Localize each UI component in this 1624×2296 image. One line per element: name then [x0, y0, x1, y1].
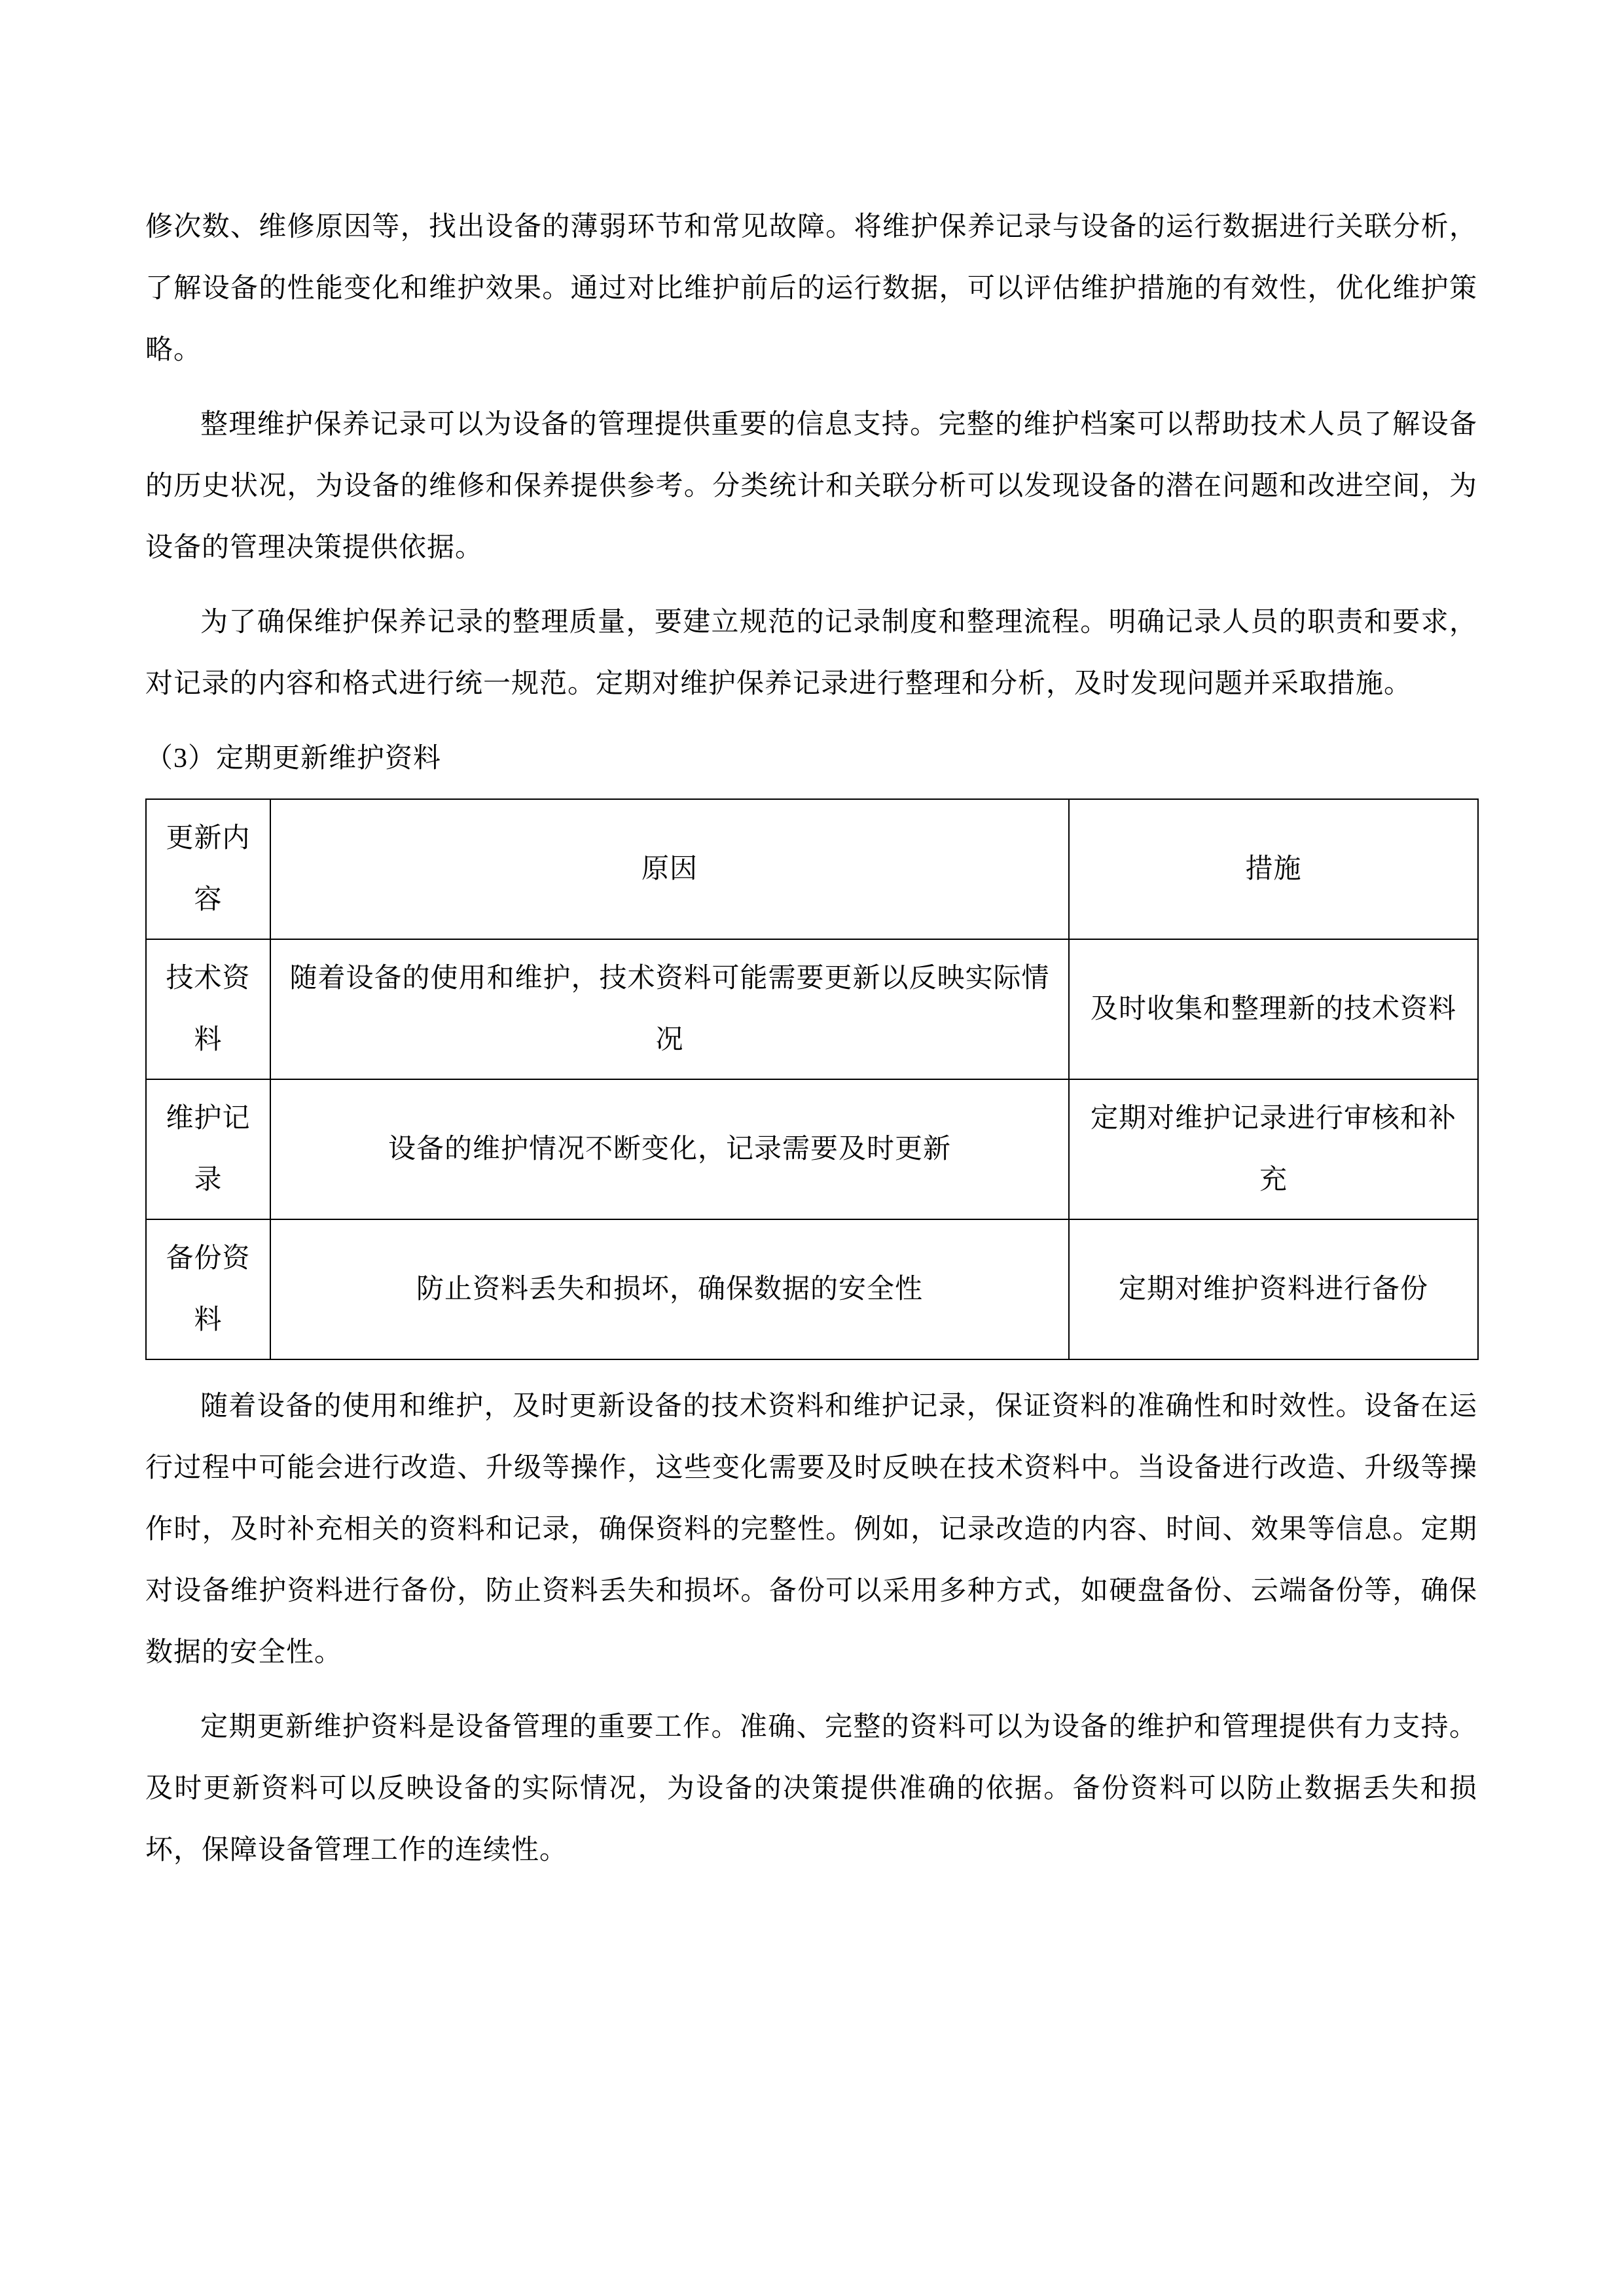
body-paragraph: 随着设备的使用和维护，及时更新设备的技术资料和维护记录，保证资料的准确性和时效性。设备在运行过程中可能会进行改造、升级等操作，这些变化需要及时反映在技术资料中。当设备进行改造、升级等操作时，及时补充相关的资料和记录，确保资料的完整性。例如，记录改造的内容、时间、效果等信息。定期对设备维护资料进行备份，防止资料丢失和损坏。备份可以采用多种方式，如硬盘备份、云端备份等，确保数据的安全性。: [145, 1391, 1477, 1668]
table-row: [146, 1079, 1478, 1219]
body-paragraph: 整理维护保养记录可以为设备的管理提供重要的信息支持。完整的维护档案可以帮助技术人员了解设备的历史状况，为设备的维修和保养提供参考。分类统计和关联分析可以发现设备的潜在问题和改进空间，为设备的管理决策提供依据。: [145, 410, 1477, 563]
section-heading: （3）定期更新维护资料: [145, 744, 442, 774]
table-cell-item: 技术资料: [146, 939, 270, 1079]
body-paragraph: 修次数、维修原因等，找出设备的薄弱环节和常见故障。将维护保养记录与设备的运行数据进行关联分析，了解设备的性能变化和维护效果。通过对比维护前后的运行数据，可以评估维护措施的有效性，优化维护策略。: [145, 212, 1477, 365]
table-header-cell-item: 更新内容: [146, 799, 270, 939]
body-paragraph: 为了确保维护保养记录的整理质量，要建立规范的记录制度和整理流程。明确记录人员的职责和要求，对记录的内容和格式进行统一规范。定期对维护保养记录进行整理和分析，及时发现问题并采取措施。: [145, 607, 1477, 699]
table-cell-item: 维护记录: [146, 1079, 270, 1219]
table-row: [146, 939, 1478, 1079]
maintenance-update-table: [145, 798, 1479, 1360]
body-paragraph: 定期更新维护资料是设备管理的重要工作。准确、完整的资料可以为设备的维护和管理提供有力支持。及时更新资料可以反映设备的实际情况，为设备的决策提供准确的依据。备份资料可以防止数据丢失和损坏，保障设备管理工作的连续性。: [145, 1712, 1477, 1865]
table-header-cell-measure: 措施: [1069, 799, 1478, 939]
table-cell-reason: 随着设备的使用和维护，技术资料可能需要更新以反映实际情况: [270, 939, 1069, 1079]
table-cell-measure: 及时收集和整理新的技术资料: [1069, 939, 1478, 1079]
table-cell-measure: 定期对维护记录进行审核和补充: [1069, 1079, 1478, 1219]
table-cell-measure: 定期对维护资料进行备份: [1069, 1219, 1478, 1359]
table-cell-reason: 防止资料丢失和损坏，确保数据的安全性: [270, 1219, 1069, 1359]
table-header-cell-reason: 原因: [270, 799, 1069, 939]
table-header-row: [146, 799, 1478, 939]
table-cell-item: 备份资料: [146, 1219, 270, 1359]
table-row: [146, 1219, 1478, 1359]
table-cell-reason: 设备的维护情况不断变化，记录需要及时更新: [270, 1079, 1069, 1219]
